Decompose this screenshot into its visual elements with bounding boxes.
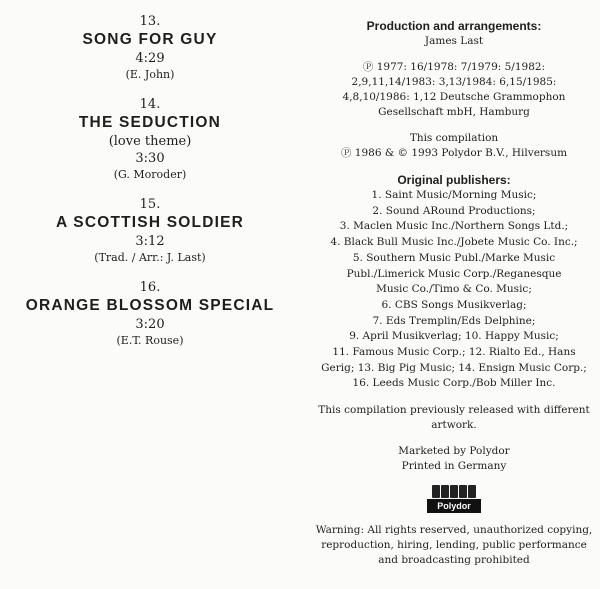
copyright-line: 4,8,10/1986: 1,12 Deutsche Grammophon [342, 91, 566, 103]
track-duration: 3:20 [135, 317, 165, 332]
publisher-line: Gerig; 13. Big Pig Music; 14. Ensign Music Corp.; [321, 361, 587, 374]
publisher-line: 5. Southern Music Publ./Marke Music [352, 251, 556, 264]
production-heading: Production and arrangements: [366, 19, 542, 33]
track-composer: (Trad. / Arr.: J. Last) [94, 251, 206, 264]
track-subtitle: (love theme) [108, 134, 192, 149]
track-composer: (G. Moroder) [113, 168, 187, 181]
phonographic-copyright [308, 60, 600, 120]
marketing-note [308, 444, 600, 474]
publisher-line: 11. Famous Music Corp.; 12. Rialto Ed., Hans [332, 346, 576, 359]
polydor-logo [427, 485, 481, 513]
compilation-line: Ⓟ 1986 & © 1993 Polydor B.V., Hilversum [340, 147, 568, 159]
compilation-copyright [308, 131, 600, 161]
copyright-line: Ⓟ 1977: 16/1978: 7/1979: 5/1982: [362, 61, 546, 73]
warning-line: Warning: All rights reserved, unauthorized copying, [315, 524, 593, 537]
publisher-line: Publ./Limerick Music Corp./Reganesque [346, 267, 562, 280]
track-13 [0, 14, 300, 83]
compilation-label: This compilation [409, 132, 499, 144]
track-duration: 4:29 [135, 51, 165, 66]
copyright-line: Gesellschaft mbH, Hamburg [378, 106, 530, 118]
track-number: 16. [139, 280, 161, 295]
publisher-line: 1. Saint Music/Morning Music; [371, 189, 537, 201]
track-number: 15. [139, 197, 161, 212]
track-composer: (E. John) [125, 68, 175, 81]
track-title: THE SEDUCTION [78, 114, 222, 131]
track-title: SONG FOR GUY [82, 31, 218, 48]
polydor-logo-wrap [308, 485, 600, 513]
track-number: 14. [139, 97, 161, 112]
tracklist [0, 14, 300, 363]
track-duration: 3:12 [135, 234, 165, 249]
warning-line: and broadcasting prohibited [378, 554, 530, 567]
track-title: ORANGE BLOSSOM SPECIAL [25, 297, 275, 314]
track-composer: (E.T. Rouse) [116, 334, 184, 347]
publisher-line: 4. Black Bull Music Inc./Jobete Music Co. Inc.; [330, 236, 578, 249]
previous-release-note [308, 403, 600, 433]
track-duration: 3:30 [135, 151, 165, 166]
publishers-heading: Original publishers: [397, 173, 511, 187]
track-number: 13. [139, 14, 161, 29]
track-15 [0, 197, 300, 266]
publisher-line: Music Co./Timo & Co. Music; [376, 283, 532, 296]
publisher-line: 16. Leeds Music Corp./Bob Miller Inc. [352, 377, 556, 390]
production-credits [308, 18, 600, 49]
warning-line: reproduction, hiring, lending, public performance [321, 539, 587, 552]
track-16 [0, 280, 300, 349]
note-line: This compilation previously released with different [318, 404, 590, 417]
note-line: artwork. [431, 419, 477, 432]
publisher-line: 7. Eds Tremplin/Eds Delphine; [372, 314, 536, 327]
rights-warning [308, 523, 600, 568]
publishers-list [308, 172, 600, 392]
publisher-line: 6. CBS Songs Musikverlag; [381, 298, 527, 311]
logo-text: Polydor [427, 499, 481, 513]
logo-bars [427, 485, 481, 499]
producer-name: James Last [424, 35, 484, 47]
printed-line: Printed in Germany [401, 460, 507, 473]
track-title: A SCOTTISH SOLDIER [55, 214, 245, 231]
publisher-line: 3. Maclen Music Inc./Northern Songs Ltd.; [339, 220, 569, 233]
publisher-line: 9. April Musikverlag; 10. Happy Music; [349, 330, 559, 343]
marketed-line: Marketed by Polydor [398, 445, 510, 458]
copyright-line: 2,9,11,14/1983: 3,13/1984: 6,15/1985: [351, 76, 557, 88]
publisher-line: 2. Sound ARound Productions; [372, 204, 536, 217]
track-14 [0, 97, 300, 183]
credits [308, 18, 600, 568]
